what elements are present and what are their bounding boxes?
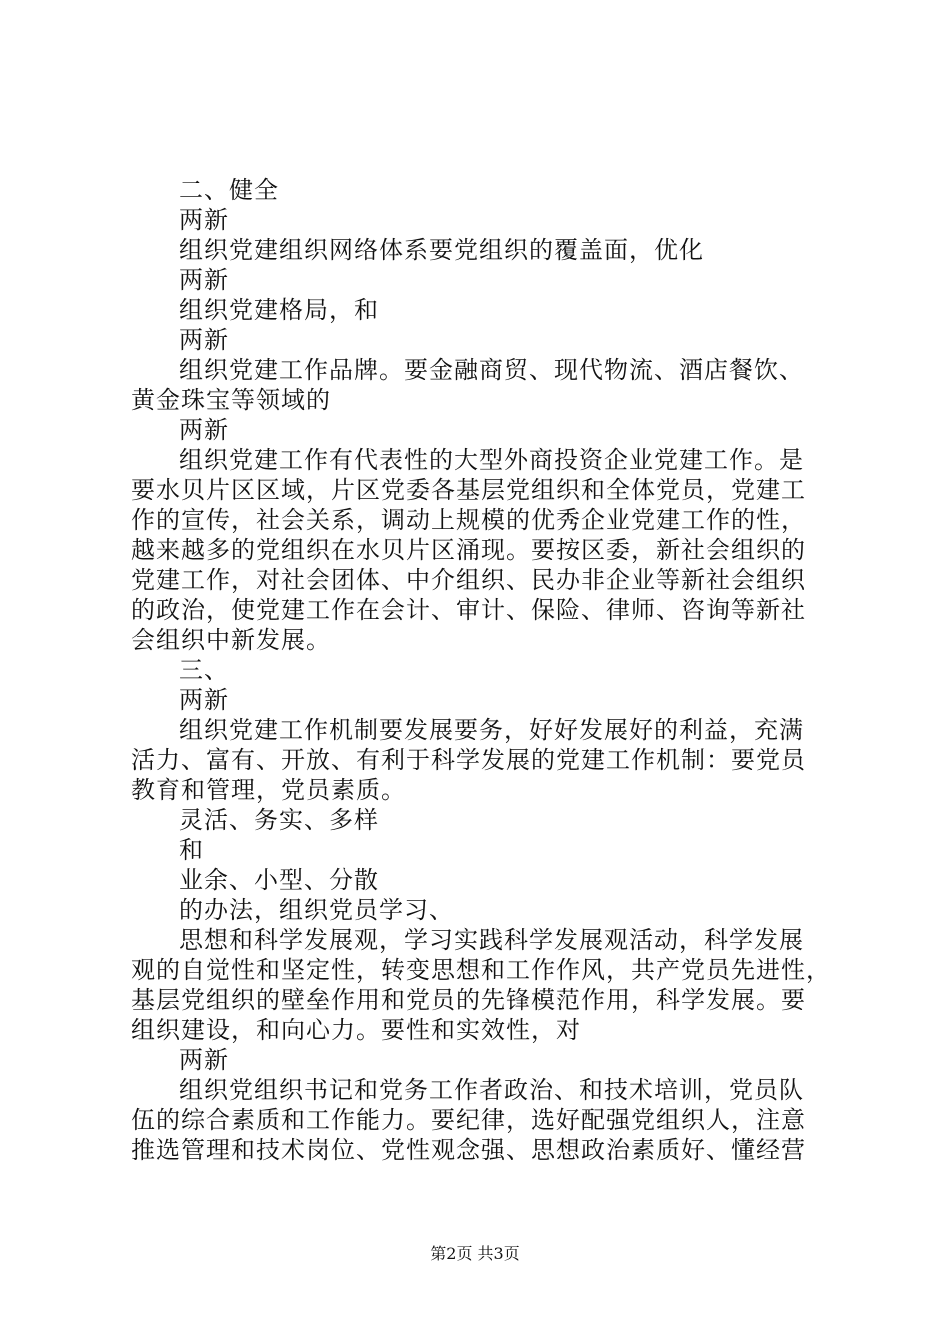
text-line: 组织党建组织网络体系要党组织的覆盖面，优化	[179, 236, 704, 264]
text-line: 组织建设，和向心力。要性和实效性，对	[131, 1016, 581, 1044]
text-line: 两新	[179, 1046, 229, 1074]
text-line: 伍的综合素质和工作能力。要纪律，选好配强党组织人，注意	[131, 1106, 806, 1134]
text-line: 作的宣传，社会关系，调动上规模的优秀企业党建工作的性，	[131, 506, 806, 534]
page-footer	[0, 1243, 950, 1265]
text-line: 业余、小型、分散	[179, 866, 379, 894]
text-line: 要水贝片区区域，片区党委各基层党组织和全体党员，党建工	[131, 476, 806, 504]
text-line: 两新	[179, 266, 229, 294]
page-indicator: 第2页 共3页	[430, 1244, 520, 1263]
text-line: 越来越多的党组织在水贝片区涌现。要按区委，新社会组织的	[131, 536, 806, 564]
text-line: 两新	[179, 206, 229, 234]
text-line: 会组织中新发展。	[131, 626, 331, 654]
text-line: 组织党组织书记和党务工作者政治、和技术培训，党员队	[179, 1076, 804, 1104]
text-line: 的办法，组织党员学习、	[179, 896, 454, 924]
text-line: 灵活、务实、多样	[179, 806, 379, 834]
text-line: 组织党建格局，和	[179, 296, 379, 324]
document-body	[131, 175, 831, 1165]
text-line: 组织党建工作有代表性的大型外商投资企业党建工作。是	[179, 446, 804, 474]
text-line: 两新	[179, 416, 229, 444]
text-line: 的政治，使党建工作在会计、审计、保险、律师、咨询等新社	[131, 596, 806, 624]
text-line: 教育和管理，党员素质。	[131, 776, 406, 804]
text-line: 三、	[179, 656, 229, 684]
text-line: 组织党建工作品牌。要金融商贸、现代物流、酒店餐饮、	[179, 356, 804, 384]
text-line: 活力、富有、开放、有利于科学发展的党建工作机制：要党员	[131, 746, 806, 774]
text-line: 推选管理和技术岗位、党性观念强、思想政治素质好、懂经营	[131, 1136, 806, 1164]
text-line: 二、健全	[179, 176, 279, 204]
text-line: 和	[179, 836, 204, 864]
text-line: 两新	[179, 686, 229, 714]
text-line: 基层党组织的壁垒作用和党员的先锋模范作用，科学发展。要	[131, 986, 806, 1014]
text-line: 思想和科学发展观，学习实践科学发展观活动，科学发展	[179, 926, 804, 954]
text-line: 观的自觉性和坚定性，转变思想和工作作风，共产党员先进性，	[131, 956, 831, 984]
text-line: 两新	[179, 326, 229, 354]
text-line: 组织党建工作机制要发展要务，好好发展好的利益，充满	[179, 716, 804, 744]
text-line: 黄金珠宝等领域的	[131, 386, 331, 414]
text-line: 党建工作，对社会团体、中介组织、民办非企业等新社会组织	[131, 566, 806, 594]
